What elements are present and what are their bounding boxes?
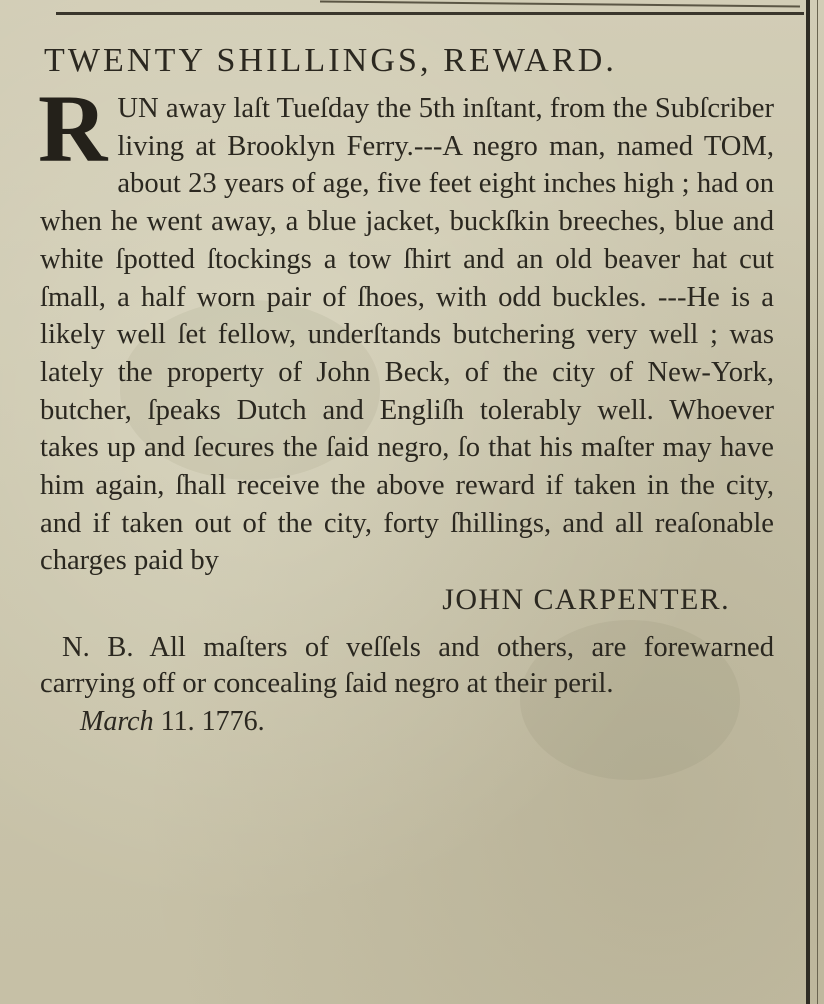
top-border-thin-rule (320, 0, 800, 7)
top-border-rule (56, 12, 804, 15)
nota-bene-text: N. B. All maſters of veſſels and others, are forewarned carrying off or concealing ſaid negro at their peril. (40, 632, 774, 700)
dateline (80, 702, 774, 742)
advertisement-column (40, 36, 774, 742)
column-border-thin-rule (817, 0, 818, 1004)
body-text: UN away laſt Tueſday the 5th inſtant, from the Subſcriber living at Brooklyn Ferry.---A negro man, named TOM, about 23 years of age, five feet eight inches high ; had on when he went away, a blue jacket, buckſkin breeches, blue and white ſpotted ſtockings a tow ſhirt and an old beaver hat cut ſmall, a half worn pair of ſhoes, with odd buckles. ---He is a likely well ſet fellow, underſtands butchering very well ; was lately the property of John Beck, of the city of New-York, butcher, ſpeaks Dutch and Engliſh tolerably well. Whoever takes up and ſecures the ſaid negro, ſo that his maſter may have him again, ſhall receive the above reward if taken in the city, and if taken out of the city, forty ſhillings, and all reaſonable charges paid by (40, 93, 774, 577)
signature: JOHN CARPENTER. (442, 583, 730, 617)
nota-bene-section (40, 630, 774, 702)
date-day-year: 11. 1776. (160, 706, 265, 738)
advertisement-body (38, 75, 774, 580)
date-month: March (80, 706, 154, 738)
headline: TWENTY SHILLINGS, REWARD. (44, 42, 617, 79)
column-border-rule (806, 0, 810, 1004)
dropcap: R (38, 75, 108, 182)
